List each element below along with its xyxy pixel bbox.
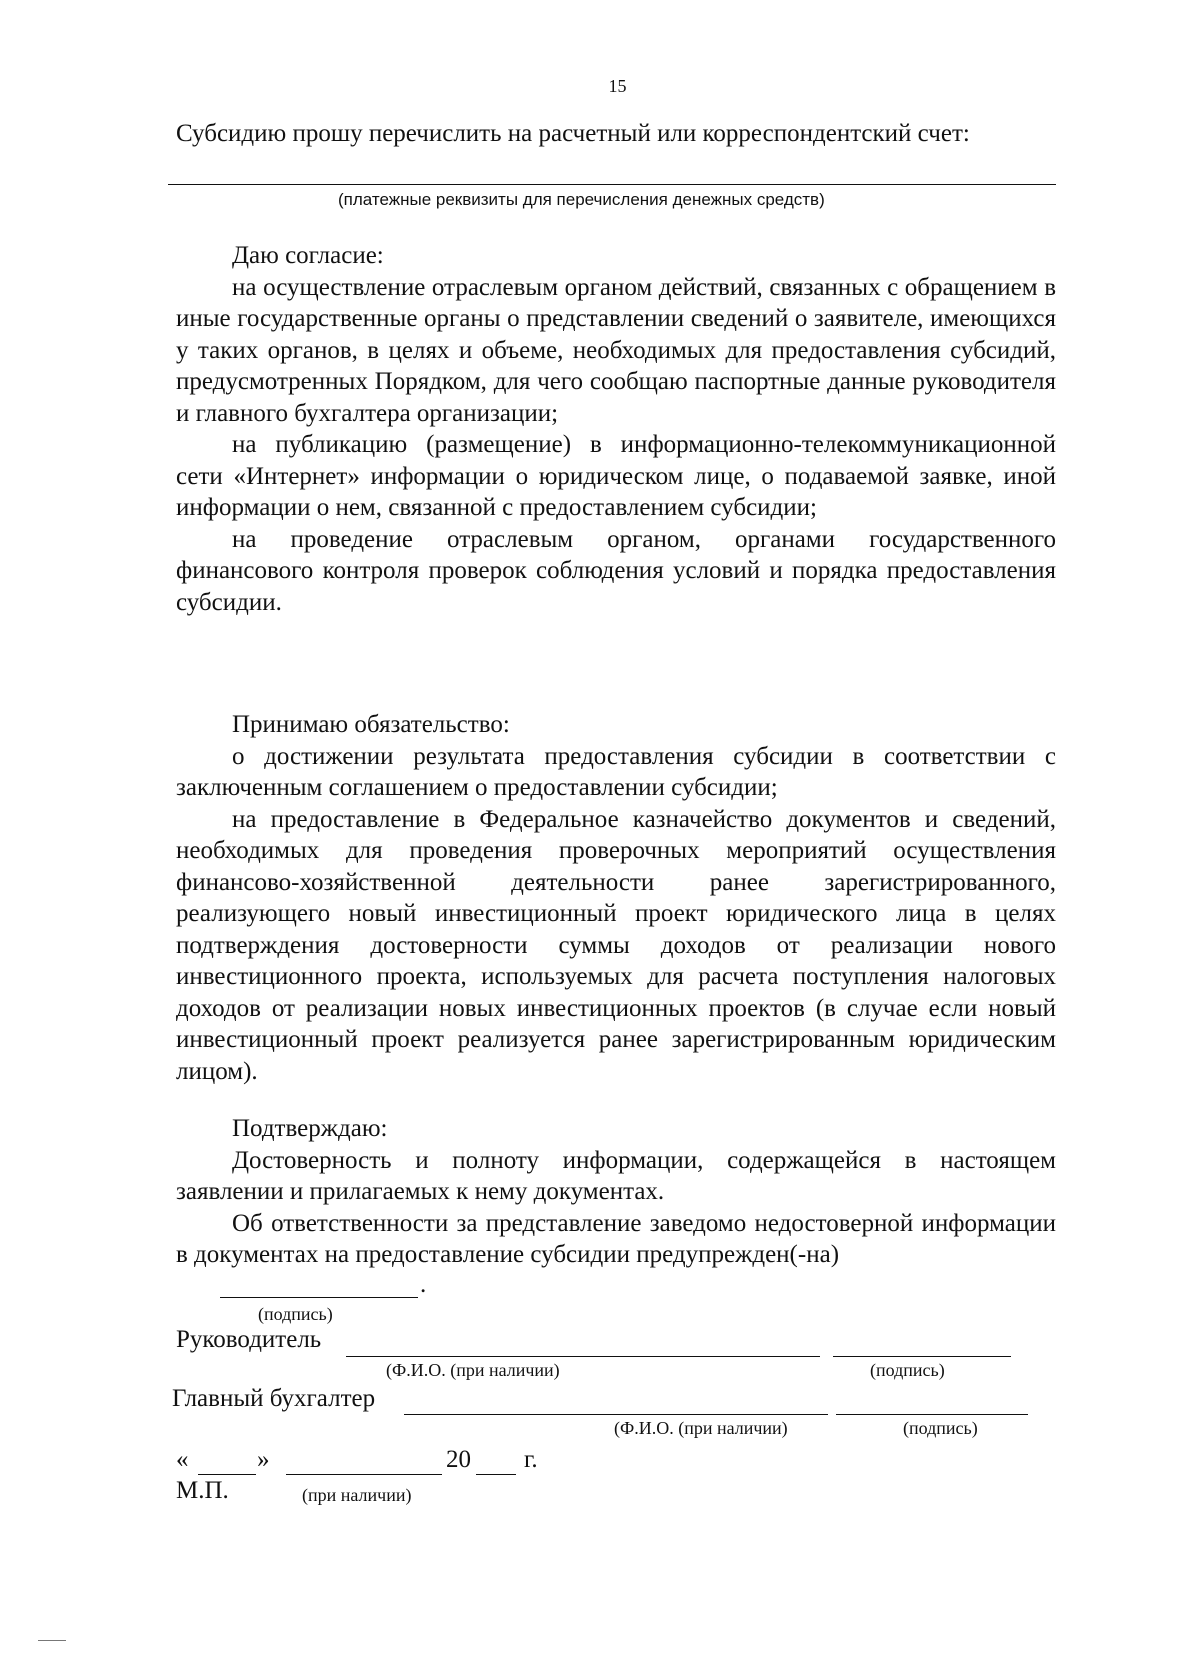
consent-item: на осуществление отраслевым органом действий, связанных с обращением в иные государственные органы о представлении сведений о заявителе, имеющихся у таких органов, в целях и объеме, необходимых для предоставления субсидий, предусмотренных Порядком, для чего сообщаю паспортные данные руководителя и главного бухгалтера организации;: [176, 273, 1056, 427]
page-number: 15: [608, 76, 627, 96]
date-close-quote: »: [257, 1446, 270, 1473]
consent-heading: Даю согласие:: [232, 242, 384, 269]
signature-dot: .: [420, 1271, 427, 1298]
accountant-sign-line: [836, 1414, 1028, 1415]
date-day-line: [198, 1474, 256, 1475]
date-year-line: [476, 1474, 516, 1475]
accountant-sign-caption: (подпись): [903, 1418, 978, 1438]
obligation-section: [176, 709, 1056, 1087]
director-fio-caption: (Ф.И.О. (при наличии): [386, 1360, 560, 1380]
obligation-item: на предоставление в Федеральное казначейство документов и сведений, необходимых для проведения проверочных мероприятий осуществления финансово-хозяйственной деятельности ранее зарегистрированного, реализующего новый инвестиционный проект юридического лица в целях подтверждения достоверности суммы доходов от реализации нового инвестиционного проекта, используемых для расчета поступления налоговых доходов от реализации новых инвестиционных проектов (в случае если новый инвестиционный проект реализуется ранее зарегистрированным юридическим лицом).: [176, 805, 1056, 1085]
stamp-label: М.П.: [176, 1477, 229, 1504]
obligation-heading: Принимаю обязательство:: [232, 711, 510, 738]
consent-item: на проведение отраслевым органом, органами государственного финансового контроля проверок соблюдения условий и порядка предоставления субсидии.: [176, 525, 1056, 616]
payment-text: Субсидию прошу перечислить на расчетный или корреспондентский счет:: [176, 120, 970, 147]
margin-mark: [38, 1640, 66, 1641]
date-year-suffix: г.: [524, 1446, 538, 1473]
accountant-fio-line: [404, 1414, 828, 1415]
confirm-heading: Подтверждаю:: [232, 1115, 388, 1142]
confirm-item: Об ответственности за представление заведомо недостоверной информации в документах на предоставление субсидии предупрежден(-на): [176, 1209, 1056, 1268]
stamp-caption: (при наличии): [302, 1485, 412, 1505]
consent-section: [176, 240, 1056, 618]
director-sign-caption: (подпись): [870, 1360, 945, 1380]
date-month-line: [286, 1474, 442, 1475]
director-label: Руководитель: [176, 1326, 322, 1353]
director-fio-line: [346, 1356, 820, 1357]
payment-caption: (платежные реквизиты для перечисления денежных средств): [338, 190, 825, 209]
date-year-prefix: 20: [446, 1446, 471, 1473]
obligation-item: о достижении результата предоставления субсидии в соответствии с заключенным соглашением о предоставлении субсидии;: [176, 742, 1056, 801]
consent-item: на публикацию (размещение) в информационно-телекоммуникационной сети «Интернет» информации о юридическом лице, о подаваемой заявке, иной информации о нем, связанной с предоставлением субсидии;: [176, 431, 1056, 521]
accountant-label: Главный бухгалтер: [172, 1385, 376, 1412]
signature-caption: (подпись): [258, 1304, 333, 1324]
payment-section: [176, 118, 1056, 150]
confirm-item: Достоверность и полноту информации, содержащейся в настоящем заявлении и прилагаемых к нему документах.: [176, 1146, 1056, 1205]
date-open-quote: «: [176, 1446, 189, 1473]
director-sign-line: [833, 1356, 1011, 1357]
signature-line: [220, 1297, 418, 1298]
confirm-section: [176, 1113, 1056, 1271]
payment-requisites-line: [168, 184, 1056, 185]
accountant-fio-caption: (Ф.И.О. (при наличии): [614, 1418, 788, 1438]
